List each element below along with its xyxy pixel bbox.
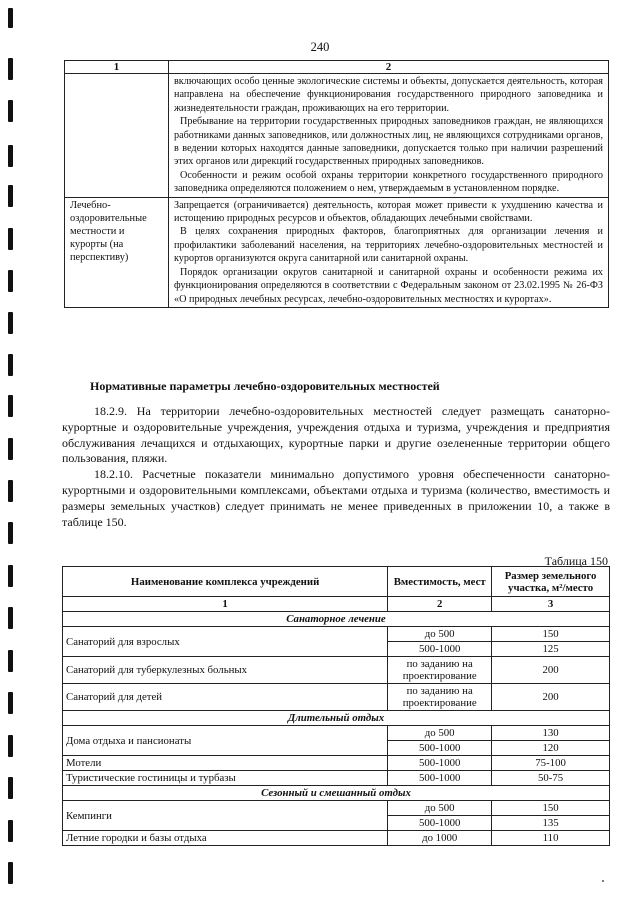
capacity-cell: до 500 bbox=[388, 627, 492, 642]
body-paragraph: 18.2.9. На территории лечебно-оздоровительных местностей следует размещать санаторно-курортные и оздоровительные учреждения, учреждения отдыха и туризма, учреждения и предприятия обслуживания лечащихся и отдыхающих, курортные парки и другие озелененные территории общего пользования, пляжи. bbox=[62, 404, 610, 466]
facility-name: Дома отдыха и пансионаты bbox=[63, 726, 388, 756]
binding-mark bbox=[8, 395, 13, 417]
table-row bbox=[65, 197, 609, 307]
section-row bbox=[63, 711, 610, 726]
regime-paragraph: включающих особо ценные экологические системы и объекты, допускается деятельность, которая направлена на обеспечение функционирования государственного природного заповедника и жизнедеятельности граждан, проживающих на его территории. bbox=[174, 76, 603, 114]
regime-paragraph: Пребывание на территории государственных природных заповедников граждан, не являющихся работниками данных заповедников, или должностных лиц, не являющихся сотрудниками органов, в ведении которых находятся данные заповедники, допускается только при наличии разрешений этих органов или дирекций государственных природных заповедников. bbox=[174, 116, 603, 168]
column-number: 1 bbox=[63, 597, 388, 612]
capacity-cell: по заданию на проектирование bbox=[388, 657, 492, 684]
facility-name: Туристические гостиницы и турбазы bbox=[63, 771, 388, 786]
binding-mark bbox=[8, 692, 13, 714]
binding-mark bbox=[8, 270, 13, 292]
territory-name bbox=[65, 74, 169, 198]
table-row bbox=[63, 627, 610, 642]
binding-mark bbox=[8, 100, 13, 122]
capacity-cell: 500-1000 bbox=[388, 741, 492, 756]
regime-description bbox=[169, 74, 609, 198]
header-capacity: Вместимость, мест bbox=[388, 567, 492, 597]
binding-mark bbox=[8, 480, 13, 502]
binding-mark bbox=[8, 8, 13, 28]
table-row bbox=[63, 657, 610, 684]
column-number: 2 bbox=[388, 597, 492, 612]
capacity-cell: до 500 bbox=[388, 801, 492, 816]
facility-name: Санаторий для туберкулезных больных bbox=[63, 657, 388, 684]
regime-paragraph: В целях сохранения природных факторов, благоприятных для организации лечения и профилактики заболеваний населения, на территориях лечебно-оздоровительных местностей и курортов организуются округа санитарной или санитарной охраны. bbox=[174, 226, 603, 265]
table-150 bbox=[62, 566, 610, 846]
scan-speck bbox=[602, 880, 604, 882]
binding-mark bbox=[8, 777, 13, 799]
binding-mark bbox=[8, 58, 13, 80]
plot-size-cell: 110 bbox=[492, 831, 610, 846]
table-row bbox=[63, 684, 610, 711]
binding-mark bbox=[8, 607, 13, 629]
table-row bbox=[63, 801, 610, 816]
binding-mark bbox=[8, 145, 13, 167]
column-number: 2 bbox=[169, 61, 609, 74]
page-number: 240 bbox=[310, 40, 330, 54]
plot-size-cell: 150 bbox=[492, 801, 610, 816]
section-title: Длительный отдых bbox=[63, 711, 610, 726]
plot-size-cell: 130 bbox=[492, 726, 610, 741]
binding-mark bbox=[8, 862, 13, 884]
section-title: Сезонный и смешанный отдых bbox=[63, 786, 610, 801]
regime-paragraph: Порядок организации округов санитарной и санитарной охраны и особенности режима их функционирования определяются в соответствии с Федеральным законом от 23.02.1995 № 26-ФЗ «О природных лечебных ресурсах, лечебно-оздоровительных местностях и курортах». bbox=[174, 266, 603, 305]
binding-mark bbox=[8, 354, 13, 376]
capacity-cell: до 1000 bbox=[388, 831, 492, 846]
capacity-cell: 500-1000 bbox=[388, 756, 492, 771]
plot-size-cell: 120 bbox=[492, 741, 610, 756]
header-name: Наименование комплекса учреждений bbox=[63, 567, 388, 597]
facility-name: Санаторий для детей bbox=[63, 684, 388, 711]
table-row bbox=[65, 74, 609, 198]
binding-mark bbox=[8, 312, 13, 334]
territory-name: Лечебно-оздоровительные местности и курорты (на перспективу) bbox=[65, 197, 169, 307]
body-paragraph: 18.2.10. Расчетные показатели минимально допустимого уровня обеспеченности санаторно-курортными и оздоровительными комплексами, объектами отдыха и туризма (количество, вместимость и размеры земельных участков) следует принимать не менее приведенных в приложении 10, а также в таблице 150. bbox=[62, 467, 610, 529]
section-row bbox=[63, 786, 610, 801]
capacity-cell: по заданию на проектирование bbox=[388, 684, 492, 711]
plot-size-cell: 50-75 bbox=[492, 771, 610, 786]
table-row bbox=[63, 771, 610, 786]
binding-mark bbox=[8, 438, 13, 460]
regime-paragraph: Запрещается (ограничивается) деятельность, которая может привести к ухудшению качества и истощению природных ресурсов и объектов, обладающих лечебными свойствами. bbox=[174, 199, 603, 225]
binding-mark bbox=[8, 228, 13, 250]
regime-description bbox=[169, 197, 609, 307]
section-row bbox=[63, 612, 610, 627]
capacity-cell: 500-1000 bbox=[388, 642, 492, 657]
table-caption: Таблица 150 bbox=[544, 554, 608, 568]
facility-name: Мотели bbox=[63, 756, 388, 771]
plot-size-cell: 150 bbox=[492, 627, 610, 642]
binding-mark bbox=[8, 820, 13, 842]
section-heading: Нормативные параметры лечебно-оздоровительных местностей bbox=[90, 379, 440, 393]
protection-regime-table bbox=[64, 60, 609, 308]
capacity-cell: до 500 bbox=[388, 726, 492, 741]
facility-name: Кемпинги bbox=[63, 801, 388, 831]
header-plot-size: Размер земельного участка, м²/место bbox=[492, 567, 610, 597]
table-row bbox=[63, 756, 610, 771]
capacity-cell: 500-1000 bbox=[388, 816, 492, 831]
header-row bbox=[63, 567, 610, 597]
facility-name: Санаторий для взрослых bbox=[63, 627, 388, 657]
plot-size-cell: 135 bbox=[492, 816, 610, 831]
plot-size-cell: 200 bbox=[492, 684, 610, 711]
binding-mark bbox=[8, 565, 13, 587]
plot-size-cell: 75-100 bbox=[492, 756, 610, 771]
section-title: Санаторное лечение bbox=[63, 612, 610, 627]
column-number: 3 bbox=[492, 597, 610, 612]
table-row bbox=[63, 831, 610, 846]
binding-mark bbox=[8, 522, 13, 544]
table-row bbox=[63, 726, 610, 741]
column-number-row bbox=[65, 61, 609, 74]
binding-mark bbox=[8, 650, 13, 672]
facility-name: Летние городки и базы отдыха bbox=[63, 831, 388, 846]
plot-size-cell: 200 bbox=[492, 657, 610, 684]
regime-paragraph: Особенности и режим особой охраны территории конкретного государственного природного заповедника определяются положением о нем, утверждаемым в установленном порядке. bbox=[174, 169, 603, 195]
body-text bbox=[62, 404, 610, 530]
column-number: 1 bbox=[65, 61, 169, 74]
plot-size-cell: 125 bbox=[492, 642, 610, 657]
binding-mark bbox=[8, 185, 13, 207]
capacity-cell: 500-1000 bbox=[388, 771, 492, 786]
column-number-row bbox=[63, 597, 610, 612]
binding-mark bbox=[8, 735, 13, 757]
